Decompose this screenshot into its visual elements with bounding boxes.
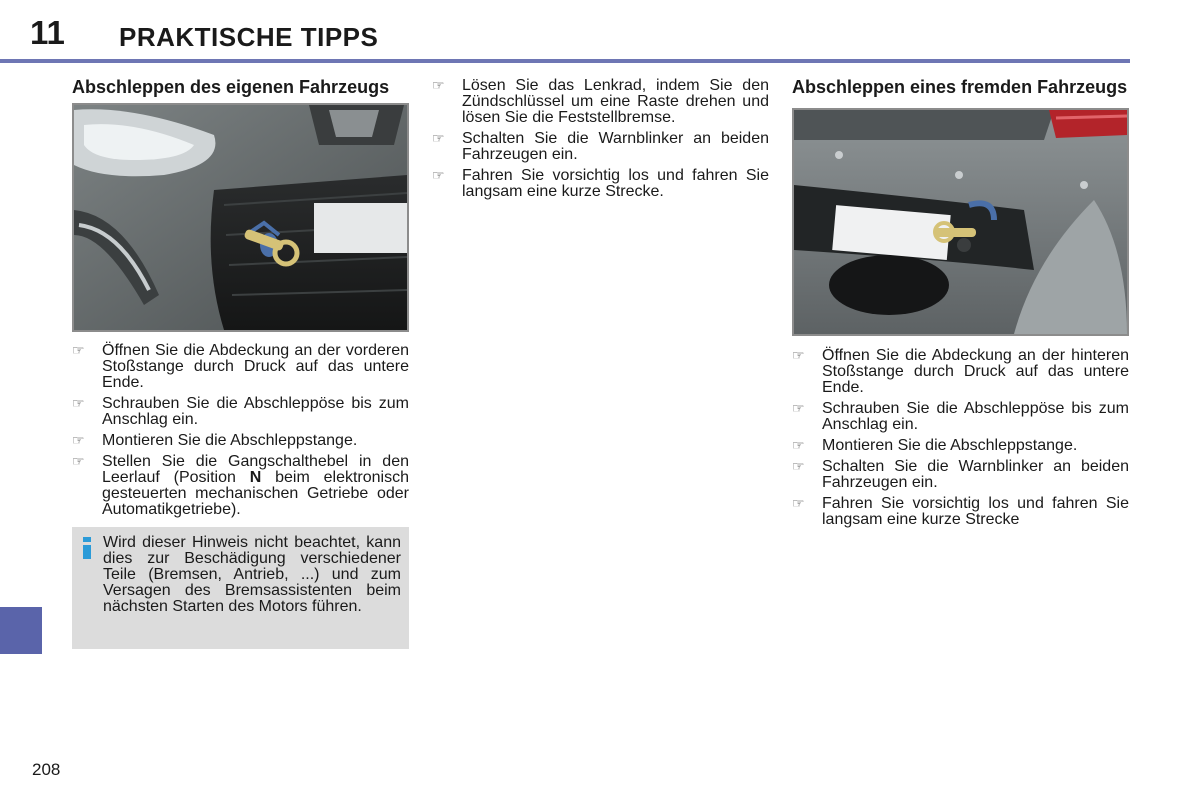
list-item: ☞ Schalten Sie die Warnblinker an beiden Fahrzeugen ein. [432, 130, 769, 163]
page-number: 208 [32, 760, 61, 779]
list-item: ☞ Öffnen Sie die Abdeckung an der vorderen Stoßstange durch Druck auf das untere Ende. [72, 342, 409, 391]
pointing-hand-icon: ☞ [792, 437, 805, 453]
pointing-hand-icon: ☞ [792, 347, 805, 363]
middle-column [432, 78, 769, 205]
list-item: ☞ Montieren Sie die Abschleppstange. [792, 437, 1078, 454]
list-item: ☞ Öffnen Sie die Abdeckung an der hinteren Stoßstange durch Druck auf das untere Ende. [792, 347, 1129, 396]
rear-tow-eye-photo [792, 108, 1129, 336]
pointing-hand-icon: ☞ [792, 495, 805, 511]
chapter-number: 11 [30, 14, 65, 51]
front-tow-eye-photo [72, 103, 409, 332]
info-icon [82, 537, 93, 561]
pointing-hand-icon: ☞ [72, 342, 85, 358]
pointing-hand-icon: ☞ [72, 395, 85, 411]
info-notice-text: Wird dieser Hinweis nicht beachtet, kann dies zur Beschädigung verschiedener Teile (Bremsen, Antrieb, ...) und zum Versagen des Bremsassistenten beim nächsten Starten des Motors führen. [103, 534, 401, 615]
list-item: ☞ Fahren Sie vorsichtig los und fahren Sie langsam eine kurze Strecke [792, 495, 1129, 528]
gear-position-n: N [249, 469, 262, 486]
section-heading-other-vehicle: Abschleppen eines fremden Fahrzeugs [792, 77, 1128, 97]
pointing-hand-icon: ☞ [72, 453, 85, 469]
chapter-side-tab [0, 607, 42, 654]
chapter-title: PRAKTISCHE TIPPS [119, 22, 379, 52]
pointing-hand-icon: ☞ [72, 432, 85, 448]
towing-steps [432, 78, 769, 200]
pointing-hand-icon: ☞ [432, 167, 445, 183]
pointing-hand-icon: ☞ [432, 77, 445, 93]
info-notice-box [72, 527, 409, 649]
section-heading-own-vehicle: Abschleppen des eigenen Fahrzeugs [72, 77, 390, 97]
list-item: ☞ Schalten Sie die Warnblinker an beiden Fahrzeugen ein. [792, 458, 1129, 491]
list-item: ☞ Lösen Sie das Lenkrad, indem Sie den Zündschlüssel um eine Raste drehen und lösen Sie die Feststellbremse. [432, 77, 769, 126]
list-item: ☞ Stellen Sie die Gangschalthebel in den Leerlauf (Position N beim elektronisch gesteuerten mechanischen Getriebe oder Automatikgetriebe). [72, 453, 409, 518]
pointing-hand-icon: ☞ [792, 458, 805, 474]
left-column [72, 78, 409, 649]
pointing-hand-icon: ☞ [792, 400, 805, 416]
pointing-hand-icon: ☞ [432, 130, 445, 146]
header-rule [0, 59, 1130, 63]
other-vehicle-steps [792, 348, 1129, 528]
list-item: ☞ Fahren Sie vorsichtig los und fahren Sie langsam eine kurze Strecke. [432, 167, 769, 200]
list-item: ☞ Montieren Sie die Abschleppstange. [72, 432, 358, 449]
list-item: ☞ Schrauben Sie die Abschleppöse bis zum Anschlag ein. [792, 400, 1129, 433]
right-column [792, 78, 1129, 533]
own-vehicle-steps [72, 343, 409, 518]
list-item: ☞ Schrauben Sie die Abschleppöse bis zum Anschlag ein. [72, 395, 409, 428]
